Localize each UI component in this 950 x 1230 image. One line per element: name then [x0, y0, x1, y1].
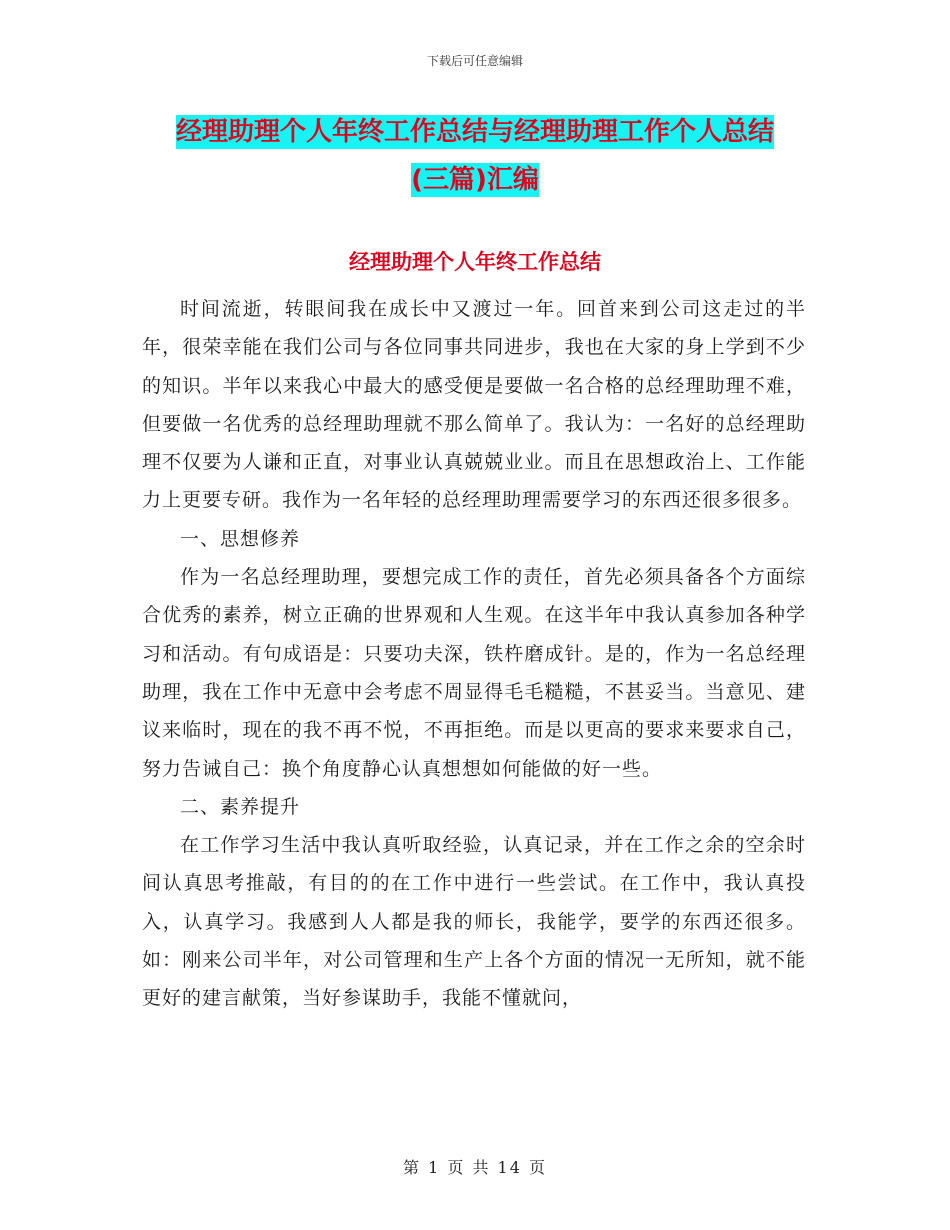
title-line-1: 经理助理个人年终工作总结与经理助理工作个人总结: [175, 117, 774, 147]
subheading-2: 二、素养提升: [180, 795, 301, 818]
paragraph-thought: 作为一名总经理助理，要想完成工作的责任，首先必须具备各个方面综合优秀的素养，树立正确的世界观和人生观。在这半年中我认真参加各种学习和活动。有句成语是：只要功夫深，铁杵磨成针。是的，作为一名总经理助理，我在工作中无意中会考虑不周显得毛毛糙糙，不甚妥当。当意见、建议来临时，现在的我不再不悦，不再拒绝。而是以更高的要求来要求自己，努力告诫自己：换个角度静心认真想想如何能做的好一些。: [142, 566, 806, 780]
paragraph-intro: 时间流逝，转眼间我在成长中又渡过一年。回首来到公司这走过的半年，很荣幸能在我们公司与各位同事共同进步，我也在大家的身上学到不少的知识。半年以来我心中最大的感受便是要做一名合格的总经理助理不难，但要做一名优秀的总经理助理就不那么简单了。我认为：一名好的总经理助理不仅要为人谦和正直，对事业认真兢兢业业。而且在思想政治上、工作能力上更要专研。我作为一名年轻的总经理助理需要学习的东西还很多很多。: [142, 298, 806, 512]
paragraph-quality: 在工作学习生活中我认真听取经验，认真记录，并在工作之余的空余时间认真思考推敲，有目的的在工作中进行一些尝试。在工作中，我认真投入，认真学习。我感到人人都是我的师长，我能学，要学的东西还很多。如：刚来公司半年，对公司管理和生产上各个方面的情况一无所知，就不能更好的建言献策，当好参谋助手，我能不懂就问，: [142, 834, 806, 1010]
subheading-1: 一、思想修养: [180, 527, 301, 550]
page-footer: 第 1 页 共 14 页: [403, 1158, 547, 1177]
body-text: [142, 290, 806, 1018]
title-line-2: (三篇)汇编: [411, 165, 539, 195]
document-title: [150, 108, 800, 204]
section-title: 经理助理个人年终工作总结: [349, 250, 601, 274]
header-note: 下载后可任意编辑: [426, 54, 523, 68]
